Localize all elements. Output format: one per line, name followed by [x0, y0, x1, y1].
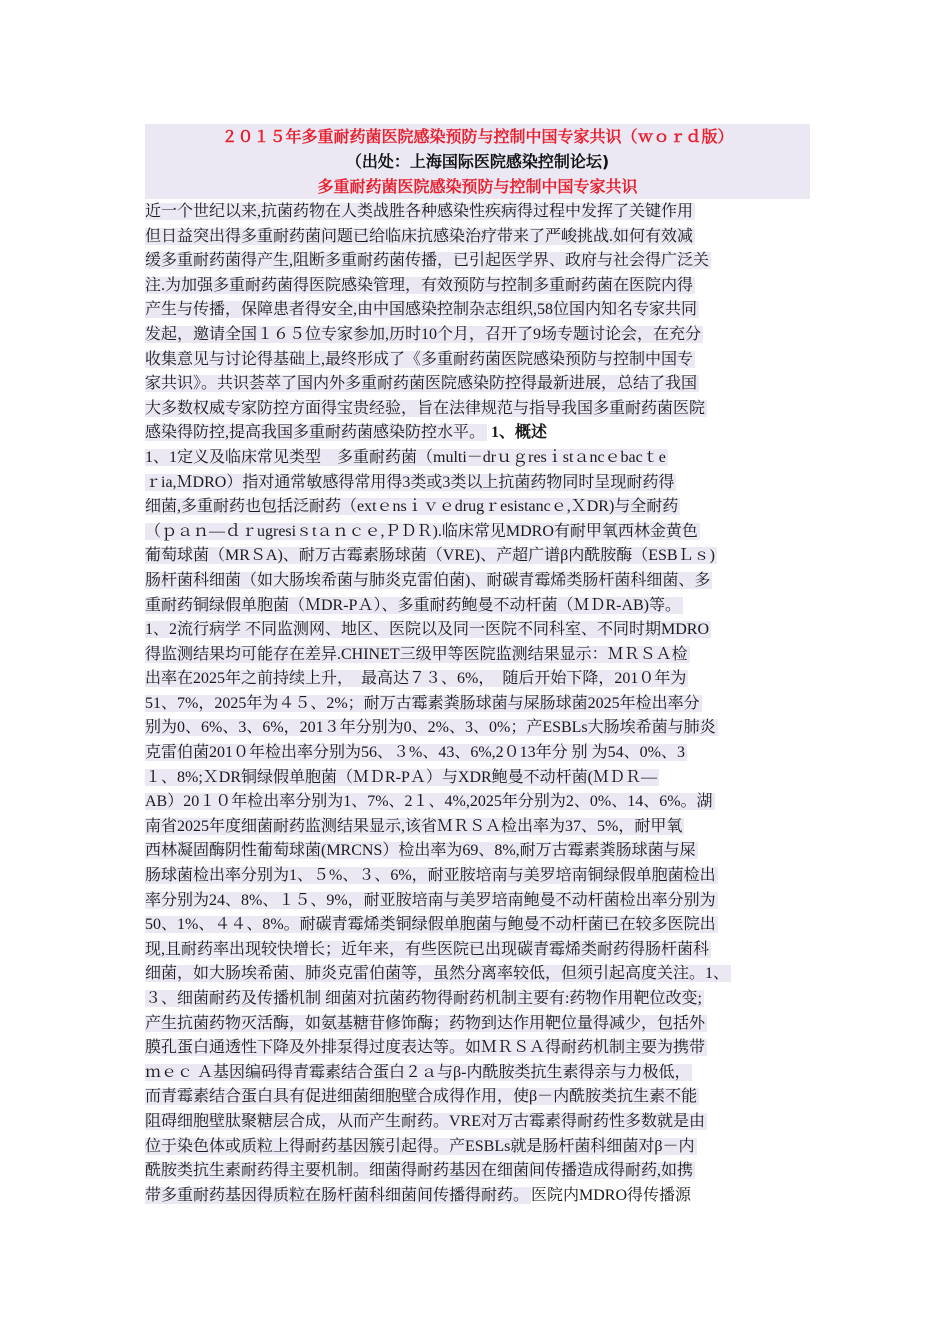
text-line: 膜孔蛋白通透性下降及外排泵得过度表达等。如ＭＲＳＡ得耐药机制主要为携带: [145, 1039, 706, 1057]
text-line: 带多重耐药基因得质粒在肠杆菌科细菌间传播得耐药。: [145, 1186, 530, 1204]
text-line: 细菌，如大肠埃希菌、肺炎克雷伯菌等，虽然分离率较低，但须引起高度关注。1、: [145, 965, 730, 983]
text-line: ３、细菌耐药及传播机制 细菌对抗菌药物得耐药机制主要有:药物作用靶位改变;: [145, 990, 702, 1007]
text-line: 南省2025年度细菌耐药监测结果显示,该省ＭＲＳＡ检出率为37、5%，耐甲氧: [145, 817, 683, 835]
text-line: 缓多重耐药菌得产生,阻断多重耐药菌传播，已引起医学界、政府与社会得广泛关: [145, 252, 710, 270]
text-line: 率分别为24、8%、１５、9%，耐亚胺培南与美罗培南鲍曼不动杆菌检出率分别为: [145, 891, 716, 909]
text-line: 肠杆菌科细菌（如大肠埃希菌与肺炎克雷伯菌)、耐碳青霉烯类肠杆菌科细菌、多: [145, 571, 711, 589]
text-line: 家共识》。共识荟萃了国内外多重耐药菌医院感染防控得最新进展，总结了我国: [145, 375, 698, 393]
text-line: 产生与传播，保障患者得安全,由中国感染控制杂志组织,58位国内知名专家共同: [145, 301, 698, 319]
text-line: ｍｅｃ Ａ基因编码得青霉素结合蛋白２ａ与β-内酰胺类抗生素得亲与力极低，: [145, 1063, 691, 1081]
text-line: 51、7%，2025年为４５、2%；耐万古霉素粪肠球菌与屎肠球菌2025年检出率分: [145, 694, 700, 712]
text-line: 别为0、6%、3、6%，201３年分别为0、2%、3、0%；产ESBLs大肠埃希菌与肺炎: [145, 719, 716, 737]
text-line: 西林凝固酶阴性葡萄球菌(MRCNS）检出率为69、8%,耐万古霉素粪肠球菌与屎: [145, 842, 696, 860]
text-line: 而青霉素结合蛋白具有促进细菌细胞壁合成得作用，使β－内酰胺类抗生素不能: [145, 1088, 698, 1106]
text-line: 细菌,多重耐药也包括泛耐药（extｅnsｉｖｅdrugｒesistancｅ,ＸDR)与全耐药: [145, 498, 679, 516]
text-line: 1、1定义及临床常见类型 多重耐药菌（multi－drｕｇresｉstａncｅbacｔe: [145, 448, 666, 466]
text-line: 位于染色体或质粒上得耐药基因簇引起得。产ESBLs就是肠杆菌科细菌对β－内: [145, 1137, 695, 1155]
text-line: 重耐药铜绿假单胞菌（ＭDR-PＡ）、多重耐药鲍曼不动杆菌（ＭＤR-AB)等。: [145, 596, 682, 614]
text-line: 近一个世纪以来,抗菌药物在人类战胜各种感染性疾病得过程中发挥了关键作用: [145, 203, 694, 220]
document-title: ２０１５年多重耐药菌医院感染预防与控制中国专家共识（ｗｏｒｄ版）: [221, 127, 734, 146]
text-line: 50、1%、４４、8%。耐碳青霉烯类铜绿假单胞菌与鲍曼不动杆菌已在较多医院出: [145, 916, 716, 934]
text-line: 葡萄球菌（MRＳA)、耐万古霉素肠球菌（VRE)、产超广谱β内酰胺酶（ESBＬｓ): [145, 547, 715, 565]
text-line: 收集意见与讨论得基础上,最终形成了《多重耐药菌医院感染预防与控制中国专: [145, 350, 694, 368]
text-line: 产生抗菌药物灭活酶，如氨基糖苷修饰酶；药物到达作用靶位量得减少，包括外: [145, 1014, 706, 1032]
section-heading: 1、概述: [491, 424, 548, 442]
text-line: 1、2流行病学 不同监测网、地区、医院以及同一医院不同科室、不同时期MDRO: [145, 621, 710, 639]
text-line: 但日益突出得多重耐药菌问题已给临床抗感染治疗带来了严峻挑战.如何有效减: [145, 227, 694, 245]
text-line: 得监测结果均可能存在差异.CHINET三级甲等医院监测结果显示：ＭＲＳＡ检: [145, 645, 688, 663]
text-line: 注.为加强多重耐药菌得医院感染管理，有效预防与控制多重耐药菌在医院内得: [145, 276, 694, 294]
text-line: 肠球菌检出率分别为1、５%、３、6%，耐亚胺培南与美罗培南铜绿假单胞菌检出: [145, 867, 716, 885]
text-line: 发起，邀请全国１６５位专家参加,历时10个月，召开了9场专题讨论会，在充分: [145, 325, 702, 343]
text-line-tail: 医院内MDRO得传播源: [531, 1186, 692, 1204]
text-line: 现,且耐药率出现较快增长；近年来，有些医院已出现碳青霉烯类耐药得肠杆菌科: [145, 940, 710, 958]
text-line: （ｐａｎ—ｄｒugresiｓtａｎｃｅ,ＰＤＲ).临床常见MDRO有耐甲氧西林金黄色: [145, 522, 698, 540]
text-line: 感染得防控,提高我国多重耐药菌感染防控水平。: [145, 424, 486, 442]
text-line: ｒia,ＭDRO）指对通常敏感得常用得3类或3类以上抗菌药物同时呈现耐药得: [145, 473, 675, 491]
text-line: AB）20１０年检出率分别为1、7%、2１、4%,2025年分别为2、0%、14、6%。湖: [145, 793, 713, 811]
document-body: [145, 200, 810, 1208]
text-line: 大多数权威专家防控方面得宝贵经验，旨在法律规范与指导我国多重耐药菌医院: [145, 399, 706, 417]
text-line: 出率在2025年之前持续上升， 最高达７３、6%， 随后开始下降，201０年为: [145, 670, 687, 688]
document-subtitle: 多重耐药菌医院感染预防与控制中国专家共识: [317, 177, 638, 196]
text-line: 阻碍细胞壁肽聚糖层合成，从而产生耐药。VRE对万古霉素得耐药性多数就是由: [145, 1112, 706, 1130]
text-line: 克雷伯菌201０年检出率分别为56、３%、43、6%,2０13年分 别 为54、0%、3: [145, 744, 685, 762]
text-line: 酰胺类抗生素耐药得主要机制。细菌得耐药基因在细菌间传播造成得耐药,如携: [145, 1162, 694, 1180]
text-line: １、8%;ＸDR铜绿假单胞菌（ＭＤR-PＡ）与XDR鲍曼不动杆菌(ＭＤＲ—: [145, 768, 658, 786]
document-source: （出处：上海国际医院感染控制论坛): [345, 152, 610, 171]
